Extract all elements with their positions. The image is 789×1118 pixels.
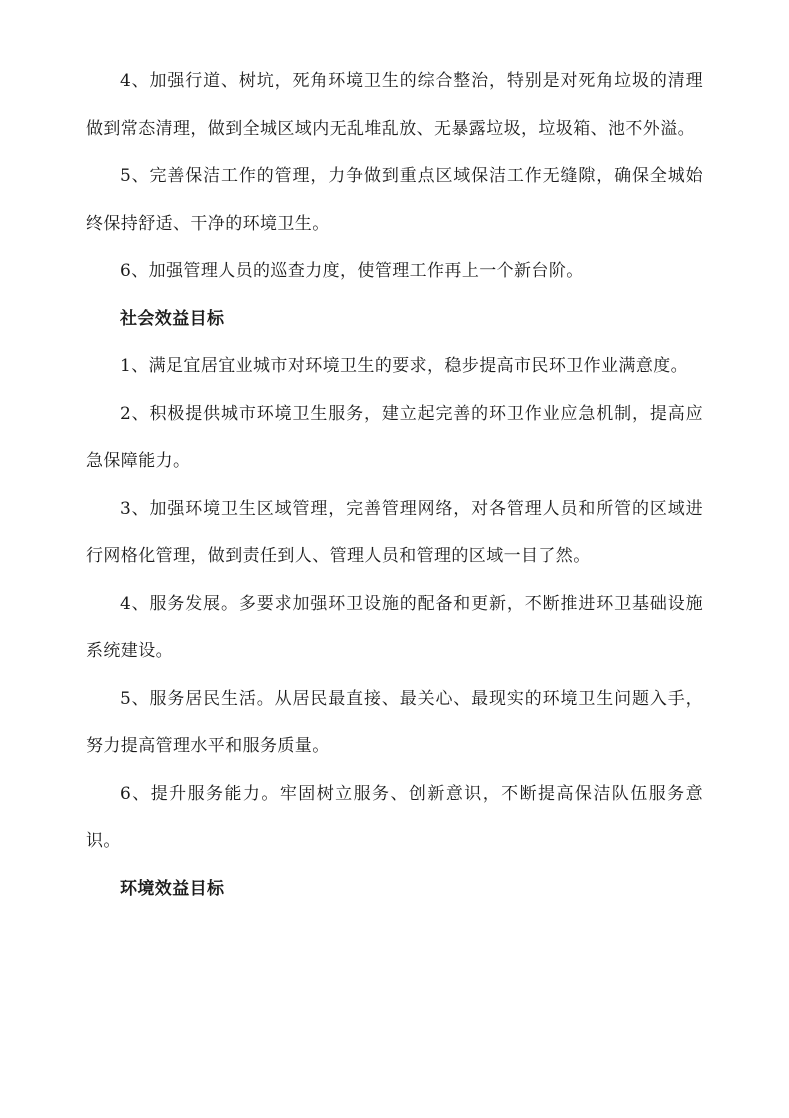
paragraph-item-4-dead-corner-cleanup: 4、加强行道、树坑，死角环境卫生的综合整治，特别是对死角垃圾的清理做到常态清理，做到全城区域内无乱堆乱放、无暴露垃圾，垃圾箱、池不外溢。 (86, 71, 703, 139)
paragraph-social-item-3: 3、加强环境卫生区域管理，完善管理网络，对各管理人员和所管的区域进行网格化管理，做到责任到人、管理人员和管理的区域一目了然。 (86, 498, 703, 566)
paragraph-social-item-5: 5、服务居民生活。从居民最直接、最关心、最现实的环境卫生问题入手，努力提高管理水平和服务质量。 (86, 688, 703, 756)
section-heading-environmental-benefit: 环境效益目标 (120, 878, 225, 899)
paragraph-item-5-cleaning-management: 5、完善保洁工作的管理，力争做到重点区域保洁工作无缝隙，确保全城始终保持舒适、干净的环境卫生。 (86, 166, 703, 234)
paragraph-social-item-1: 1、满足宜居宜业城市对环境卫生的要求，稳步提高市民环卫作业满意度。 (120, 356, 689, 376)
section-heading-social-benefit: 社会效益目标 (120, 308, 225, 329)
paragraph-social-item-2: 2、积极提供城市环境卫生服务，建立起完善的环卫作业应急机制，提高应急保障能力。 (86, 403, 703, 471)
paragraph-social-item-4: 4、服务发展。多要求加强环卫设施的配备和更新，不断推进环卫基础设施系统建设。 (86, 593, 703, 661)
paragraph-social-item-6: 6、提升服务能力。牢固树立服务、创新意识，不断提高保洁队伍服务意识。 (86, 783, 703, 851)
paragraph-item-6-inspection: 6、加强管理人员的巡查力度，使管理工作再上一个新台阶。 (120, 261, 584, 281)
